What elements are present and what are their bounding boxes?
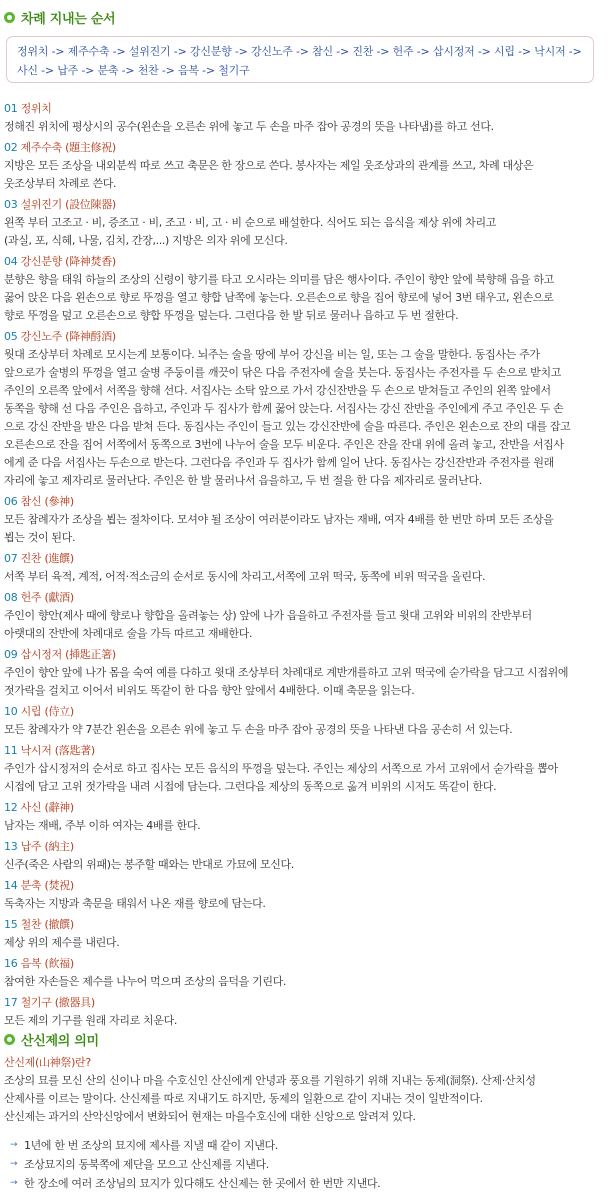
nav-link[interactable]: 제주수축 (67, 45, 110, 58)
step-name: 설위진기 (設位陳器) (20, 198, 116, 211)
ritual-step (4, 100, 604, 136)
nav-link[interactable]: 분축 (97, 64, 119, 77)
text-line: 주인의 오른쪽 앞에서 서쪽을 향해 선다. 서집사는 소탁 앞으로 가서 강신잔반을 두 손으로 받쳐들고 주인의 왼쪽 앞에서 (4, 384, 551, 397)
section-title: 산신제의 의미 (21, 1033, 99, 1049)
step-name: 헌주 (獻酒) (20, 591, 74, 604)
ritual-step (4, 994, 604, 1030)
step-name: 음복 (飮福) (20, 957, 74, 970)
nav-link[interactable]: 진찬 (352, 45, 374, 58)
ritual-step (4, 139, 604, 193)
nav-separator: -> (198, 64, 219, 77)
ritual-step (4, 838, 604, 874)
text-line: 웟대 조상부터 차례로 모시는게 보통이다. 뇌주는 술을 땅에 부어 강신을 비는 일, 또는 그 술을 말한다. 동집사는 주가 (4, 348, 540, 361)
step-number: 01 (4, 102, 18, 115)
ritual-step (4, 196, 604, 250)
step-heading (4, 550, 604, 568)
section-heading-ritual-order (4, 8, 115, 26)
list-item (10, 1174, 600, 1193)
step-heading (4, 646, 604, 664)
step-number: 08 (4, 591, 18, 604)
nav-separator: -> (514, 45, 535, 58)
nav-separator: -> (332, 45, 353, 58)
nav-link[interactable]: 참신 (312, 45, 333, 58)
step-name: 강신노주 (降神酹酒) (20, 330, 116, 343)
step-number: 13 (4, 840, 18, 853)
step-number: 03 (4, 198, 18, 211)
step-description (4, 568, 604, 586)
ritual-step (4, 916, 604, 952)
step-name: 정위치 (20, 102, 52, 115)
text-line: 아랫대의 잔반에 차례대로 술을 가득 따르고 재배한다. (4, 627, 253, 640)
nav-link[interactable]: 정위치 (17, 45, 49, 58)
step-description (4, 895, 604, 913)
text-line: (과실, 포, 식혜, 나물, 김치, 간장,...) 지방은 의자 위에 모신다. (4, 234, 288, 247)
nav-link[interactable]: 강신노주 (251, 45, 293, 58)
text-line: 주인가 삽시정저의 순서로 하고 집사는 모든 음식의 뚜껑을 덮는다. 주인는 제상의 서쪽으로 가서 고위에서 숟가락을 뽑아 (4, 762, 558, 775)
step-number: 17 (4, 996, 18, 1009)
nav-separator: -> (231, 45, 251, 58)
step-heading (4, 877, 604, 895)
step-navigation-links (7, 37, 593, 80)
step-heading (4, 799, 604, 817)
nav-link[interactable]: 낙시저 (534, 45, 566, 58)
text-line: 에게 준 다음 서집사는 두손으로 받는다. 그런다음 주인과 두 집사가 함께 일어 난다. 동집사는 강신잔반과 주전자를 원래 (4, 456, 554, 469)
text-line: 으로 강신 잔반을 받은 다음 받쳐 든다. 동집사는 주인이 들고 있는 강신잔반에 술을 따른다. 주인은 왼손으로 잔의 대를 잡고 (4, 420, 571, 433)
nav-separator: -> (474, 45, 494, 58)
text-line: 독축자는 지방과 축문을 태워서 나온 재를 향로에 담는다. (4, 897, 266, 910)
step-name: 삽시정저 (揷匙正箸) (20, 648, 116, 661)
text-line: 시접에 담고 고위 젓가락을 내려 시접에 담는다. 그런다음 제상의 동쪽으로 옮겨 비위의 시저도 똑같이 한다. (4, 780, 497, 793)
step-description (4, 934, 604, 952)
ritual-steps-list (4, 100, 604, 1033)
step-heading (4, 955, 604, 973)
circle-bullet-icon (4, 12, 15, 23)
nav-separator: -> (413, 45, 433, 58)
ritual-step (4, 253, 604, 325)
text-line: 오른손으로 잔을 집어 서쪽에서 동쪽으로 3번에 나누어 술을 모두 비운다. 주인은 잔을 잔대 위에 올려 놓고, 잔반을 서집사 (4, 438, 564, 451)
nav-link[interactable]: 음복 (178, 64, 199, 77)
step-description (4, 760, 604, 796)
text-line: 향로 뚜껑을 덮고 오른손으로 향합 뚜껑을 덮는다. 그런다음 한 발 뒤로 물러나 읍하고 두 번 절한다. (4, 309, 459, 322)
step-name: 제주수축 (題主修祝) (20, 141, 116, 154)
step-heading (4, 493, 604, 511)
step-heading (4, 916, 604, 934)
step-number: 15 (4, 918, 18, 931)
step-description (4, 664, 604, 700)
step-heading (4, 994, 604, 1012)
nav-separator: -> (565, 45, 582, 58)
text-line: 젓가락을 걸치고 이어서 비위도 똑같이 한 다음 향안 앞에서 4배한다. 이때 축문을 읽는다. (4, 684, 415, 697)
list-item-text: 한 장소에 여러 조상님의 묘지가 있다해도 산신제는 한 곳에서 한 번만 지낸다. (24, 1177, 381, 1190)
step-description (4, 721, 604, 739)
text-line: 앞으로가 술병의 뚜껑을 열고 술병 주둥이를 깨끗이 닦은 다음 주전자에 술을 붓는다. 동집사는 주전자를 두 손으로 받치고 (4, 366, 562, 379)
text-line: 정해진 위치에 평상시의 공수(왼손을 오른손 위에 놓고 두 손을 마주 잡아 공경의 뜻을 나타냄)를 하고 선다. (4, 120, 494, 133)
nav-separator: -> (78, 64, 98, 77)
nav-link[interactable]: 헌주 (392, 45, 414, 58)
step-heading (4, 838, 604, 856)
step-name: 분축 (焚祝) (20, 879, 74, 892)
step-description (4, 1012, 604, 1030)
step-name: 강신분향 (降神焚香) (20, 255, 116, 268)
nav-separator: -> (292, 45, 313, 58)
nav-link[interactable]: 설위진기 (128, 45, 171, 58)
nav-link[interactable]: 사신 (17, 64, 38, 77)
ritual-step (4, 550, 604, 586)
step-number: 11 (4, 744, 18, 757)
subheading: 산신제(山神祭)란? (4, 1056, 91, 1069)
text-line: 모든 참례자가 조상을 뵙는 절차이다. 모셔야 될 조상이 여러분이라도 남자는 재배, 여자 4배를 한 번만 하며 모든 조상을 (4, 513, 554, 526)
nav-link[interactable]: 삽시정저 (432, 45, 475, 58)
step-heading (4, 703, 604, 721)
step-description (4, 856, 604, 874)
nav-separator: -> (373, 45, 393, 58)
ritual-step (4, 955, 604, 991)
list-item (10, 1136, 600, 1155)
step-name: 납주 (納主) (20, 840, 74, 853)
nav-link[interactable]: 철기구 (218, 64, 250, 77)
step-name: 시립 (侍立) (20, 705, 74, 718)
ritual-step (4, 646, 604, 700)
text-line: 왼쪽 부터 고조고 · 비, 증조고 · 비, 조고 · 비, 고 · 비 순으로 배설한다. 식어도 되는 음식을 제상 위에 차리고 (4, 216, 497, 229)
text-line: 동쪽을 향해 선 다음 주인은 읍하고, 주인과 두 집사가 함께 꿇어 앉는다. 서집사는 강신 잔반을 주인에게 주고 주인은 두 손 (4, 402, 564, 415)
step-heading (4, 100, 604, 118)
ritual-step (4, 493, 604, 547)
step-number: 10 (4, 705, 18, 718)
text-line: 주인이 향안(제사 때에 향로나 향합을 올려놓는 상) 앞에 나가 읍을하고 주전자를 들고 윗대 고위와 비위의 잔반부터 (4, 609, 532, 622)
arrow-right-icon: → (10, 1178, 18, 1188)
nav-separator: -> (109, 45, 129, 58)
step-number: 04 (4, 255, 18, 268)
list-item-text: 조상묘지의 동북쪽에 제단을 모으고 산신제를 지낸다. (24, 1158, 269, 1171)
text-line: 지방은 모든 조상을 내외분씩 따로 쓰고 축문은 한 장으로 쓴다. 봉사자는 제일 웃조상과의 관계를 쓰고, 차례 대상은 (4, 159, 534, 172)
step-number: 14 (4, 879, 18, 892)
step-description (4, 511, 604, 547)
text-line: 웃조상부터 차례로 쓴다. (4, 177, 117, 190)
ritual-step (4, 328, 604, 490)
text-line: 모든 제의 기구를 원래 자리로 치운다. (4, 1014, 178, 1027)
list-item-text: 1년에 한 번 조상의 묘지에 제사를 지낼 때 같이 지낸다. (24, 1139, 278, 1152)
text-line: 산제사를 이르는 말이다. 산신제를 따로 지내기도 하지만, 동제의 일환으로 같이 지내는 것이 일반적이다. (4, 1092, 483, 1105)
step-heading (4, 139, 604, 157)
list-item (10, 1155, 600, 1174)
step-number: 09 (4, 648, 18, 661)
step-number: 12 (4, 801, 18, 814)
step-description (4, 157, 604, 193)
arrow-right-icon: → (10, 1140, 18, 1150)
text-line: 주인이 향안 앞에 나가 몸을 숙여 예를 다하고 윗대 조상부터 차례대로 계반개를하고 고위 떡국에 숟가락을 담그고 시접위에 (4, 666, 569, 679)
text-line: 참여한 자손들은 제수를 나누어 먹으며 조상의 음덕을 기린다. (4, 975, 287, 988)
nav-separator: -> (158, 64, 178, 77)
step-number: 02 (4, 141, 18, 154)
step-description (4, 973, 604, 991)
nav-link[interactable]: 납주 (57, 64, 79, 77)
text-line: 서쪽 부터 육적, 계적, 어적·적소금의 순서로 동시에 차리고,서쪽에 고위 떡국, 동쪽에 비위 떡국을 올린다. (4, 570, 486, 583)
text-line: 신주(죽은 사람의 위패)는 봉주할 때와는 반대로 가묘에 모신다. (4, 858, 294, 871)
step-number: 16 (4, 957, 18, 970)
step-name: 참신 (參神) (20, 495, 74, 508)
text-line: 조상의 묘를 모신 산의 신이나 마을 수호신인 산신에게 안녕과 풍요를 기원하기 위해 지내는 동제(洞祭). 산제·산치성 (4, 1074, 536, 1087)
step-heading (4, 328, 604, 346)
ritual-step (4, 742, 604, 796)
description-paragraph (4, 1072, 604, 1126)
text-line: 제상 위의 제수를 내린다. (4, 936, 120, 949)
step-number: 07 (4, 552, 18, 565)
arrow-right-icon: → (10, 1159, 18, 1169)
nav-separator: -> (37, 64, 58, 77)
text-line: 모든 참례자가 약 7분간 왼손을 오른손 위에 놓고 두 손을 마주 잡아 공경의 뜻을 나타낸 다음 공손히 서 있는다. (4, 723, 513, 736)
step-description (4, 271, 604, 325)
step-heading (4, 589, 604, 607)
step-heading (4, 742, 604, 760)
text-line: 자리에 놓고 제자리로 물러난다. 주인은 한 발 물러나서 읍을하고, 두 번 절을 한 다음 제자리로 물러난다. (4, 474, 482, 487)
nav-separator: -> (170, 45, 190, 58)
section-title: 차례 지내는 순서 (21, 11, 116, 27)
step-number: 05 (4, 330, 18, 343)
step-description (4, 118, 604, 136)
step-description (4, 346, 604, 490)
ritual-step (4, 703, 604, 739)
text-line: 뵙는 것이 된다. (4, 531, 76, 544)
text-line: 남자는 재배, 주부 이하 여자는 4배를 한다. (4, 819, 201, 832)
section-heading-sanshinje (4, 1030, 99, 1048)
nav-link[interactable]: 강신분향 (189, 45, 232, 58)
text-line: 산신제는 과거의 산악신앙에서 변화되어 현재는 마을수호신에 대한 신앙으로 알려져 있다. (4, 1110, 416, 1123)
text-line: 꿇어 앉은 다음 왼손으로 향로 뚜껑을 열고 향합 남쪽에 놓는다. 오른손으로 향을 집어 향로에 넣어 3번 태우고, 왼손으로 (4, 291, 554, 304)
step-description (4, 607, 604, 643)
text-line: 분향은 향을 태워 하늘의 조상의 신령이 향기를 타고 오시라는 의미를 담은 행사이다. 주인이 향안 앞에 북향해 읍을 하고 (4, 273, 554, 286)
ritual-step (4, 799, 604, 835)
step-name: 철찬 (撤饌) (20, 918, 74, 931)
step-navigation-box (6, 36, 594, 83)
step-heading (4, 196, 604, 214)
step-description (4, 817, 604, 835)
step-name: 철기구 (撤器具) (20, 996, 95, 1009)
nav-link[interactable]: 천찬 (137, 64, 159, 77)
step-heading (4, 253, 604, 271)
nav-separator: -> (118, 64, 138, 77)
step-description (4, 214, 604, 250)
ritual-step (4, 589, 604, 643)
nav-link[interactable]: 시립 (493, 45, 515, 58)
bullet-list (10, 1136, 600, 1193)
nav-separator: -> (48, 45, 68, 58)
circle-bullet-icon (4, 1034, 15, 1045)
step-name: 진찬 (進饌) (20, 552, 74, 565)
step-number: 06 (4, 495, 18, 508)
step-name: 낙시저 (落匙著) (20, 744, 95, 757)
step-name: 사신 (辭神) (20, 801, 74, 814)
ritual-step (4, 877, 604, 913)
